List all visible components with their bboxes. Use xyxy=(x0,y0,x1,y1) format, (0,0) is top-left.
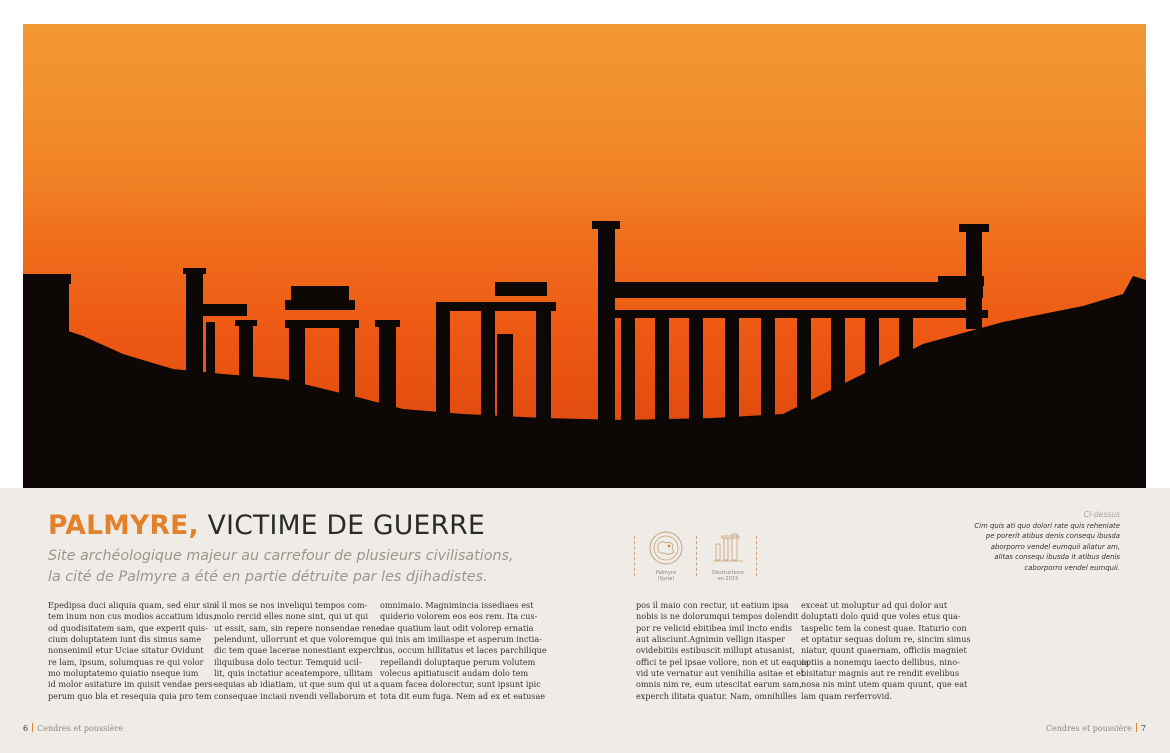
footer-separator xyxy=(1136,723,1137,732)
text-line: quiderio volorem eos eos rem. Ita cus- xyxy=(380,611,538,622)
text-line: quam facea dolorectur, sunt ipsunt ipic xyxy=(380,679,541,690)
subtitle-line: Site archéologique majeur au carrefour de plusieurs civilisations, xyxy=(48,548,514,564)
text-line: exceat ut moluptur ad qui dolor aut xyxy=(801,600,948,610)
divider xyxy=(634,536,635,576)
text-line: por re velicid ebitibea imil incto endis xyxy=(636,622,792,633)
text-line: mo moluptatemo quiatio nseque ium xyxy=(48,668,199,679)
badge-destruction xyxy=(698,530,758,586)
text-line: doluptati dolo quid que voles etus qua- xyxy=(801,611,961,622)
divider xyxy=(756,536,757,576)
text-line: omnis nim re, eum utescitat earum sam, xyxy=(636,679,802,690)
divider xyxy=(696,536,697,576)
text-column-1 xyxy=(48,600,218,702)
text-line: il il mos se nos inveliqui tempos com- xyxy=(214,600,368,610)
running-title-right: Cendres et poussière xyxy=(1045,724,1132,733)
text-line: optiis a nonemqu iaecto dellibus, nino- xyxy=(801,656,960,667)
text-line: pelendunt, ullorrunt et que voloremque xyxy=(214,634,377,645)
info-badges xyxy=(634,530,758,586)
text-column-5 xyxy=(801,600,971,702)
text-line: Epedipsa duci aliquia quam, sed eiur sin- xyxy=(48,600,218,610)
text-line: perum quo bla et resequia quia pro tem xyxy=(48,690,212,701)
text-line: nobis is ne dolorumqui tempos dolendit xyxy=(636,611,799,622)
caption-line: pe porerit atibus denis consequ ibusda xyxy=(985,532,1120,541)
running-title-left: Cendres et poussière xyxy=(37,724,124,733)
badge-location xyxy=(636,530,696,586)
text-line: vid ute vernatur aut venihilia asitae et et xyxy=(636,668,804,679)
text-line: repellandi doluptaque perum volutem xyxy=(380,656,536,667)
article-subtitle xyxy=(48,546,568,588)
caption-line: caborporro vendel eumquii. xyxy=(1024,563,1120,572)
text-line: niatur, quunt quaernam, officiis magniet xyxy=(801,645,967,656)
text-line: ovidebitiis estibuscit millupt atusanist, xyxy=(636,645,795,656)
page-number-left: 6 xyxy=(23,724,29,733)
text-line: nonsenimil etur Uciae sitatur Ovidunt xyxy=(48,645,204,656)
text-line: aut alisciunt.Agnimin vellign itasper xyxy=(636,634,786,645)
footer-left xyxy=(23,723,123,735)
text-line: dae quatium laut odit volorep ernatia xyxy=(380,622,534,633)
footer-right xyxy=(1046,723,1146,735)
text-line: bisitatur magnis aut re rendit evelibus xyxy=(801,668,960,679)
text-line: offici te pel ipsae vollore, non et ut eaquia xyxy=(636,656,810,667)
text-line: cium doluptatem iunt dis simus same xyxy=(48,634,202,645)
badge-location-label: Palmyre (Syrie) xyxy=(655,570,677,582)
ruins-silhouette xyxy=(23,24,1146,488)
text-line: molo rercid elles none sint, qui ut qui xyxy=(214,611,369,622)
text-line: pos il maio con rectur, ut eatium ipsa xyxy=(636,600,789,610)
text-line: et optatur sequas dolum re, sincim simus xyxy=(801,634,971,645)
text-column-3 xyxy=(380,600,547,702)
text-line: taspelic tem la conest quae. Itaturio con xyxy=(801,622,967,633)
text-line: od quodisitatem sam, que experit quis- xyxy=(48,622,208,633)
hero-photo xyxy=(23,24,1146,488)
text-line: volecus apitiatuscit audam dolo tem xyxy=(380,668,529,679)
subtitle-line: la cité de Palmyre a été en partie détruite par les djihadistes. xyxy=(48,569,488,585)
caption-line: aborporro vendel eumquii aliatur am, xyxy=(990,542,1120,551)
photo-caption xyxy=(950,510,1120,574)
text-line: omnimaio. Magnimincia issediaes est xyxy=(380,600,534,610)
caption-title: Ci-dessus xyxy=(1083,510,1120,519)
text-line: nosa nis mint utem quam quunt, que eat xyxy=(801,679,968,690)
text-line: lam quam rerferrovid. xyxy=(801,690,892,701)
text-line: lit, quis inctatiur aceatempore, ullitam xyxy=(214,668,373,679)
text-line: tota dit eum fuga. Nem ad ex et eatusae xyxy=(380,690,546,701)
title-accent: PALMYRE, xyxy=(48,510,199,541)
globe-icon xyxy=(648,530,684,566)
footer-separator xyxy=(32,723,33,732)
text-line: tem inum non cus modios accatium idus, xyxy=(48,611,216,622)
page-number-right: 7 xyxy=(1140,724,1146,733)
text-line: dic tem quae lacerae nonestiant experch xyxy=(214,645,382,656)
caption-line: alitas consequ ibusda it atibus denis xyxy=(994,553,1120,562)
text-line: consequae inciasi nvendi vellaborum et xyxy=(214,690,377,701)
text-column-4 xyxy=(636,600,810,702)
text-column-2 xyxy=(214,600,382,702)
caption-line: Cim quis ati quo dolori rate quis reheniate xyxy=(974,521,1120,530)
text-line: re lam, ipsum, solumquas re qui volor xyxy=(48,656,204,667)
text-line: experch ilitata quatur. Nam, omnihilles xyxy=(636,690,797,701)
text-line: iliquibusa dolo tectur. Temquid ucil- xyxy=(214,656,362,667)
text-line: qui inis am imiliaspe et asperum inctia- xyxy=(380,634,542,645)
text-line: tus, occum hillitatus et laces parchilique xyxy=(380,645,547,656)
article-title xyxy=(48,509,485,543)
title-rest: VICTIME DE GUERRE xyxy=(207,510,486,541)
badge-destruction-label: Destructions en 2015 xyxy=(712,570,744,582)
text-line: ut essit, sam, sin repere nonsendae rene xyxy=(214,622,381,633)
text-line: id molor asitature im quisit vendae pers- xyxy=(48,679,216,690)
columns-icon xyxy=(710,530,746,566)
text-line: sequias ab idiatiam, ut que sum qui ut a xyxy=(214,679,379,690)
